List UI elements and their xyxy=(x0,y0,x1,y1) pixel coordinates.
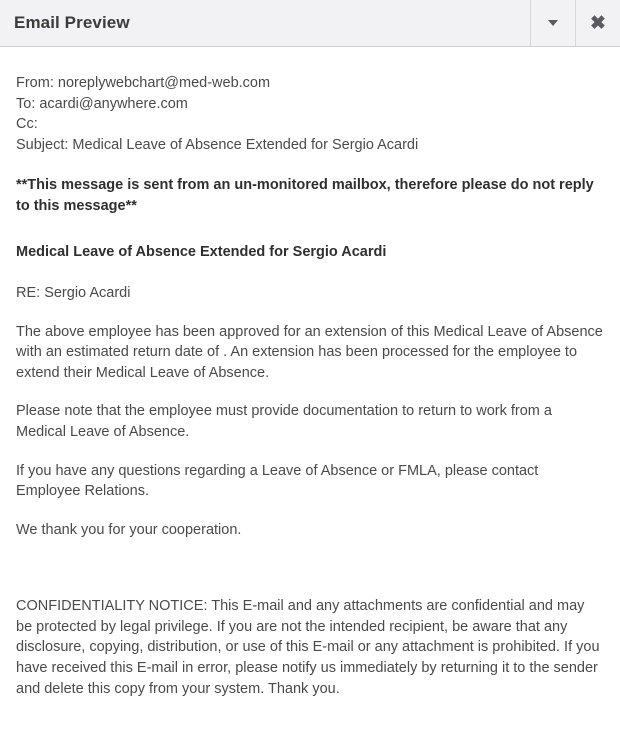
email-from-line: From: noreplywebchart@med-web.com xyxy=(16,75,271,91)
email-re-line: RE: Sergio Acardi xyxy=(16,285,131,302)
close-button[interactable] xyxy=(575,0,620,46)
dropdown-button[interactable] xyxy=(530,0,575,46)
email-cc-line: Cc: xyxy=(16,116,38,133)
email-body xyxy=(0,47,620,735)
email-paragraph-3: If you have any questions regarding a Leave of Absence or FMLA, please contact Employee Relations. xyxy=(16,462,539,500)
email-headers xyxy=(16,73,604,155)
email-paragraph-4: We thank you for your cooperation. xyxy=(16,521,242,538)
dialog-titlebar xyxy=(0,0,620,47)
email-to-line: To: acardi@anywhere.com xyxy=(16,95,188,112)
email-body-heading: Medical Leave of Absence Extended for Sergio Acardi xyxy=(16,244,387,261)
close-icon: ✖ xyxy=(590,12,606,34)
email-paragraph-2: Please note that the employee must provide documentation to return to work from a Medical Leave of Absence. xyxy=(16,403,552,440)
body-spacer xyxy=(16,558,604,596)
email-subject-line: Subject: Medical Leave of Absence Extended for Sergio Acardi xyxy=(16,136,419,153)
confidentiality-notice: CONFIDENTIALITY NOTICE: This E-mail and any attachments are confidential and may be protected by legal privilege. If you are not the intended recipient, be aware that any disclosure, copying, distribution, or use of this E-mail or any attachment is prohibited. If you have received this E-mail in error, please notify us immediately by returning it to the sender and delete this copy from your system. Thank you. xyxy=(16,598,600,697)
unmonitored-mailbox-notice: **This message is sent from an un-monitored mailbox, therefore please do not reply to this message** xyxy=(16,177,594,214)
chevron-down-icon xyxy=(548,20,558,26)
email-paragraph-1: The above employee has been approved for an extension of this Medical Leave of Absence with an estimated return date of . An extension has been processed for the employee to extend their Medical Leave of Absence. xyxy=(16,323,603,381)
page-title: Email Preview xyxy=(14,13,130,32)
